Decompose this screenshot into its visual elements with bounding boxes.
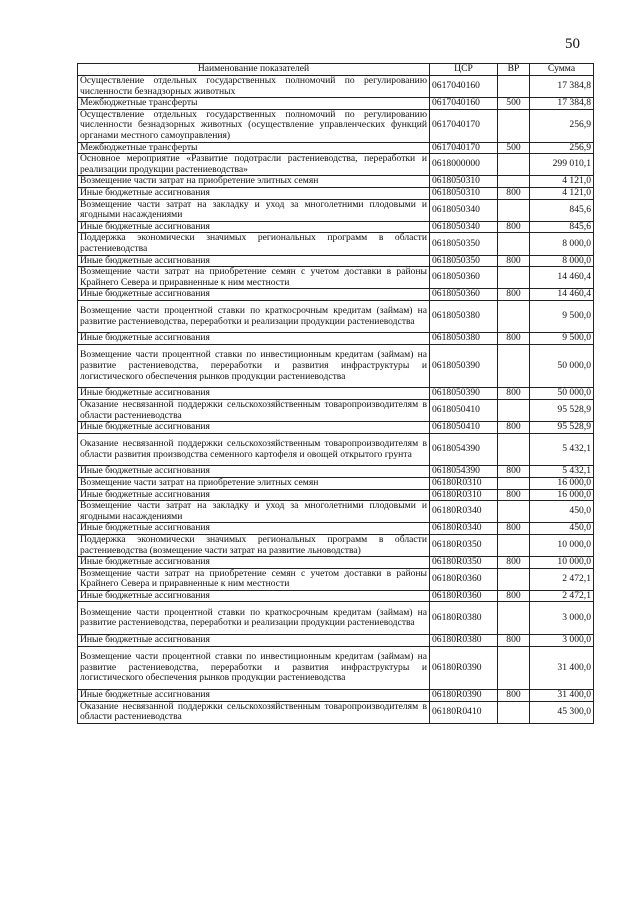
cell-name: Основное мероприятие «Развитие подотрасли растениеводства, переработки и реализации продукции растениеводства» <box>78 154 430 176</box>
cell-vr <box>498 701 530 723</box>
cell-vr: 800 <box>498 634 530 646</box>
cell-csr: 06180R0340 <box>430 501 498 523</box>
cell-sum: 5 432,1 <box>530 466 594 478</box>
cell-sum: 299 010,1 <box>530 154 594 176</box>
cell-csr: 0617040160 <box>430 76 498 98</box>
table-row <box>78 233 594 255</box>
cell-vr: 800 <box>498 590 530 602</box>
cell-vr <box>498 433 530 466</box>
cell-sum: 9 500,0 <box>530 300 594 333</box>
cell-sum: 3 000,0 <box>530 602 594 635</box>
cell-vr <box>498 344 530 388</box>
cell-name: Возмещение части затрат на приобретение элитных семян <box>78 477 430 489</box>
cell-name: Иные бюджетные ассигнования <box>78 388 430 400</box>
cell-csr: 0618050380 <box>430 300 498 333</box>
cell-vr: 800 <box>498 690 530 702</box>
cell-name: Иные бюджетные ассигнования <box>78 333 430 345</box>
cell-sum: 256,9 <box>530 142 594 154</box>
budget-table <box>77 63 594 724</box>
cell-sum: 4 121,0 <box>530 187 594 199</box>
cell-vr: 800 <box>498 255 530 267</box>
cell-name: Оказание несвязанной поддержки сельскохозяйственным товаропроизводителям в области растениеводства <box>78 400 430 422</box>
cell-vr <box>498 300 530 333</box>
table-row <box>78 690 594 702</box>
cell-vr: 800 <box>498 422 530 434</box>
cell-vr <box>498 233 530 255</box>
cell-csr: 0618050390 <box>430 388 498 400</box>
table-row <box>78 255 594 267</box>
cell-csr: 06180R0380 <box>430 602 498 635</box>
table-row <box>78 602 594 635</box>
cell-vr <box>498 267 530 289</box>
cell-vr <box>498 400 530 422</box>
table-row <box>78 199 594 221</box>
cell-csr: 0618050380 <box>430 333 498 345</box>
cell-csr: 0617040170 <box>430 109 498 142</box>
table-header-row <box>78 64 594 76</box>
table-row <box>78 701 594 723</box>
cell-name: Межбюджетные трансферты <box>78 98 430 110</box>
cell-name: Иные бюджетные ассигнования <box>78 422 430 434</box>
cell-vr: 800 <box>498 289 530 301</box>
cell-name: Иные бюджетные ассигнования <box>78 634 430 646</box>
cell-name: Оказание несвязанной поддержки сельскохозяйственным товаропроизводителям в области развития производства семенного картофеля и овощей открытого грунта <box>78 433 430 466</box>
cell-csr: 0618050350 <box>430 233 498 255</box>
table-row <box>78 176 594 188</box>
table-row <box>78 333 594 345</box>
cell-sum: 845,6 <box>530 199 594 221</box>
cell-vr <box>498 154 530 176</box>
cell-name: Иные бюджетные ассигнования <box>78 466 430 478</box>
cell-vr <box>498 501 530 523</box>
cell-sum: 3 000,0 <box>530 634 594 646</box>
cell-name: Иные бюджетные ассигнования <box>78 289 430 301</box>
table-row <box>78 344 594 388</box>
cell-csr: 0618050310 <box>430 176 498 188</box>
cell-vr <box>498 109 530 142</box>
cell-sum: 2 472,1 <box>530 590 594 602</box>
cell-name: Оказание несвязанной поддержки сельскохозяйственным товаропроизводителям в области растениеводства <box>78 701 430 723</box>
cell-sum: 8 000,0 <box>530 255 594 267</box>
cell-vr <box>498 176 530 188</box>
cell-csr: 0618050360 <box>430 289 498 301</box>
cell-name: Возмещение части затрат на закладку и уход за многолетними плодовыми и ягодными насаждениями <box>78 501 430 523</box>
cell-name: Иные бюджетные ассигнования <box>78 489 430 501</box>
column-header-name: Наименование показателей <box>78 64 430 76</box>
cell-sum: 8 000,0 <box>530 233 594 255</box>
cell-vr: 800 <box>498 489 530 501</box>
cell-csr: 06180R0350 <box>430 534 498 556</box>
cell-name: Возмещение части процентной ставки по инвестиционным кредитам (займам) на развитие растениеводства, переработки и развития инфраструктуры и логистического обеспечения рынков продукции растениеводства <box>78 646 430 690</box>
cell-name: Иные бюджетные ассигнования <box>78 187 430 199</box>
cell-name: Осуществление отдельных государственных полномочий по регулированию численности безнадзорных животных <box>78 76 430 98</box>
cell-vr <box>498 568 530 590</box>
cell-vr <box>498 534 530 556</box>
cell-sum: 450,0 <box>530 501 594 523</box>
table-row <box>78 109 594 142</box>
cell-vr <box>498 477 530 489</box>
cell-sum: 10 000,0 <box>530 557 594 569</box>
cell-sum: 50 000,0 <box>530 388 594 400</box>
cell-vr: 500 <box>498 142 530 154</box>
table-row <box>78 489 594 501</box>
page-number: 50 <box>565 36 580 52</box>
cell-csr: 06180R0390 <box>430 646 498 690</box>
cell-vr <box>498 199 530 221</box>
table-row <box>78 289 594 301</box>
cell-csr: 06180R0380 <box>430 634 498 646</box>
cell-sum: 14 460,4 <box>530 289 594 301</box>
table-row <box>78 400 594 422</box>
cell-sum: 9 500,0 <box>530 333 594 345</box>
cell-sum: 450,0 <box>530 523 594 535</box>
cell-csr: 0618050410 <box>430 400 498 422</box>
cell-sum: 5 432,1 <box>530 433 594 466</box>
cell-sum: 16 000,0 <box>530 489 594 501</box>
cell-vr: 800 <box>498 187 530 199</box>
cell-csr: 06180R0310 <box>430 477 498 489</box>
cell-name: Возмещение части затрат на приобретение семян с учетом доставки в районы Крайнего Севера и приравненные к ним местности <box>78 568 430 590</box>
table-row <box>78 634 594 646</box>
cell-sum: 31 400,0 <box>530 690 594 702</box>
cell-vr: 800 <box>498 221 530 233</box>
cell-sum: 845,6 <box>530 221 594 233</box>
table-row <box>78 477 594 489</box>
cell-sum: 2 472,1 <box>530 568 594 590</box>
cell-csr: 06180R0410 <box>430 701 498 723</box>
cell-name: Возмещение части процентной ставки по инвестиционным кредитам (займам) на развитие растениеводства, переработки и развития инфраструктуры и логистического обеспечения рынков продукции растениеводства <box>78 344 430 388</box>
table-row <box>78 590 594 602</box>
cell-sum: 45 300,0 <box>530 701 594 723</box>
cell-vr <box>498 646 530 690</box>
column-header-csr: ЦСР <box>430 64 498 76</box>
column-header-sum: Сумма <box>530 64 594 76</box>
table-row <box>78 501 594 523</box>
cell-sum: 256,9 <box>530 109 594 142</box>
cell-csr: 0617040160 <box>430 98 498 110</box>
cell-csr: 06180R0340 <box>430 523 498 535</box>
table-row <box>78 466 594 478</box>
cell-vr: 500 <box>498 98 530 110</box>
cell-csr: 06180R0350 <box>430 557 498 569</box>
cell-csr: 0618054390 <box>430 466 498 478</box>
cell-vr: 800 <box>498 523 530 535</box>
cell-name: Иные бюджетные ассигнования <box>78 221 430 233</box>
cell-csr: 0618000000 <box>430 154 498 176</box>
table-row <box>78 388 594 400</box>
table-row <box>78 221 594 233</box>
table-body <box>78 76 594 724</box>
table-row <box>78 154 594 176</box>
column-header-vr: ВР <box>498 64 530 76</box>
cell-sum: 4 121,0 <box>530 176 594 188</box>
table-row <box>78 300 594 333</box>
cell-csr: 0618050390 <box>430 344 498 388</box>
cell-csr: 0618050410 <box>430 422 498 434</box>
table-row <box>78 534 594 556</box>
cell-csr: 06180R0360 <box>430 568 498 590</box>
cell-name: Иные бюджетные ассигнования <box>78 523 430 535</box>
cell-name: Иные бюджетные ассигнования <box>78 590 430 602</box>
cell-name: Иные бюджетные ассигнования <box>78 255 430 267</box>
cell-name: Осуществление отдельных государственных полномочий по регулированию численности безнадзорных животных (осуществление управленческих функций органами местного самоуправления) <box>78 109 430 142</box>
cell-csr: 0618050310 <box>430 187 498 199</box>
table-row <box>78 523 594 535</box>
cell-vr: 800 <box>498 333 530 345</box>
cell-vr <box>498 76 530 98</box>
table-row <box>78 646 594 690</box>
table-row <box>78 187 594 199</box>
cell-name: Иные бюджетные ассигнования <box>78 690 430 702</box>
table-row <box>78 142 594 154</box>
cell-csr: 0618050360 <box>430 267 498 289</box>
cell-vr: 800 <box>498 466 530 478</box>
cell-sum: 14 460,4 <box>530 267 594 289</box>
cell-sum: 10 000,0 <box>530 534 594 556</box>
table-row <box>78 422 594 434</box>
cell-csr: 0617040170 <box>430 142 498 154</box>
cell-name: Поддержка экономически значимых региональных программ в области растениеводства <box>78 233 430 255</box>
cell-vr: 800 <box>498 388 530 400</box>
cell-name: Межбюджетные трансферты <box>78 142 430 154</box>
cell-csr: 0618054390 <box>430 433 498 466</box>
cell-csr: 0618050350 <box>430 255 498 267</box>
cell-name: Возмещение части затрат на закладку и уход за многолетними плодовыми и ягодными насаждениями <box>78 199 430 221</box>
cell-name: Возмещение части процентной ставки по краткосрочным кредитам (займам) на развитие растениеводства, переработки и реализации продукции растениеводства <box>78 602 430 635</box>
cell-csr: 0618050340 <box>430 199 498 221</box>
cell-csr: 06180R0360 <box>430 590 498 602</box>
table-row <box>78 433 594 466</box>
cell-sum: 50 000,0 <box>530 344 594 388</box>
cell-sum: 95 528,9 <box>530 400 594 422</box>
cell-name: Иные бюджетные ассигнования <box>78 557 430 569</box>
cell-csr: 06180R0390 <box>430 690 498 702</box>
table-row <box>78 267 594 289</box>
table-row <box>78 98 594 110</box>
cell-csr: 06180R0310 <box>430 489 498 501</box>
cell-sum: 95 528,9 <box>530 422 594 434</box>
cell-name: Возмещение части затрат на приобретение элитных семян <box>78 176 430 188</box>
cell-csr: 0618050340 <box>430 221 498 233</box>
cell-name: Поддержка экономически значимых региональных программ в области растениеводства (возмещение части затрат на развитие льноводства) <box>78 534 430 556</box>
table-row <box>78 76 594 98</box>
cell-sum: 17 384,8 <box>530 98 594 110</box>
cell-name: Возмещение части процентной ставки по краткосрочным кредитам (займам) на развитие растениеводства, переработки и реализации продукции растениеводства <box>78 300 430 333</box>
cell-name: Возмещение части затрат на приобретение семян с учетом доставки в районы Крайнего Севера и приравненные к ним местности <box>78 267 430 289</box>
table-row <box>78 557 594 569</box>
cell-sum: 16 000,0 <box>530 477 594 489</box>
cell-sum: 31 400,0 <box>530 646 594 690</box>
table-row <box>78 568 594 590</box>
cell-vr <box>498 602 530 635</box>
cell-sum: 17 384,8 <box>530 76 594 98</box>
cell-vr: 800 <box>498 557 530 569</box>
